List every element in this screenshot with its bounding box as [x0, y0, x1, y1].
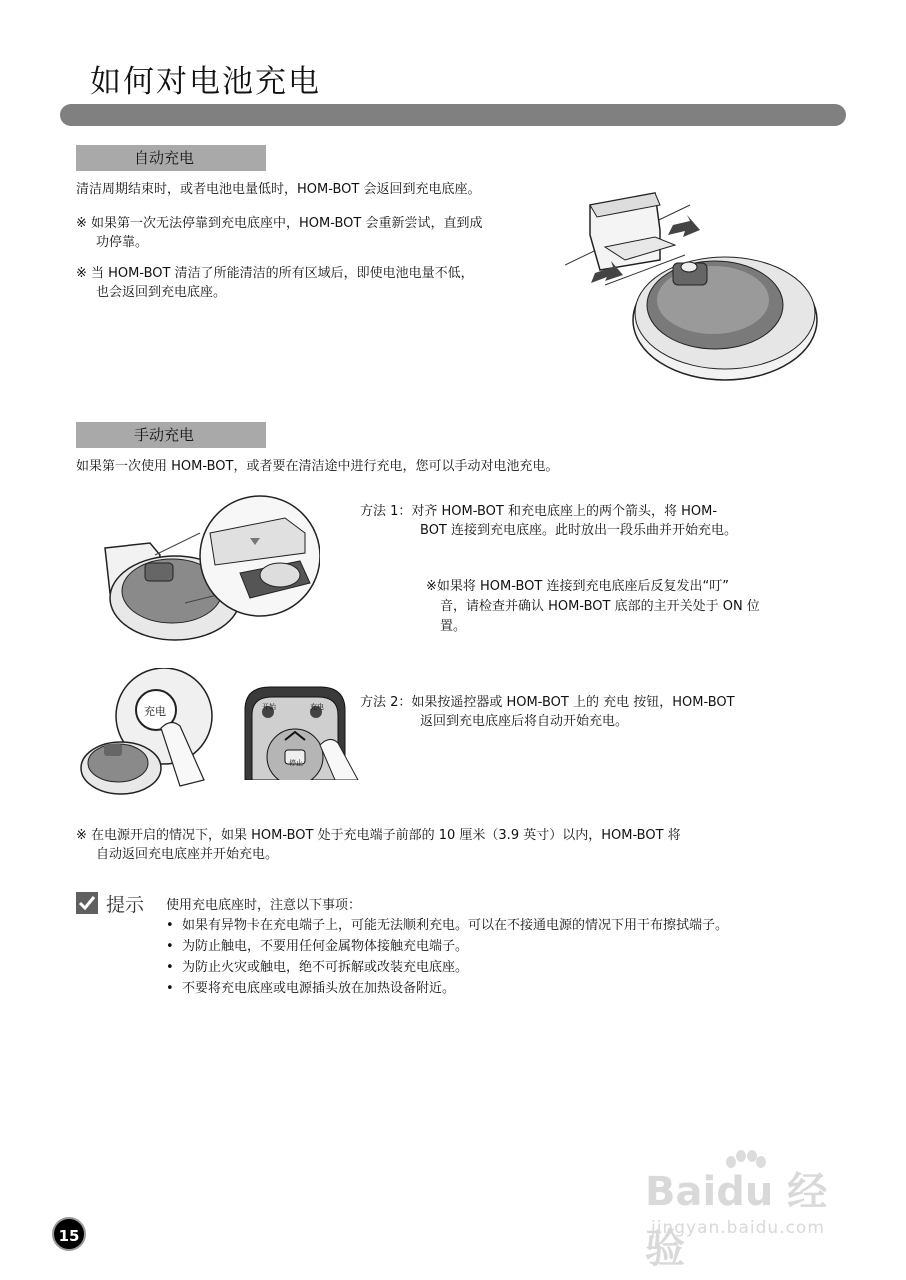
auto-charge-header: 自动充电: [76, 145, 266, 171]
watermark-brand: Baidu 经验: [645, 1169, 828, 1272]
footnote-line-b: 自动返回充电底座并开始充电。: [96, 847, 279, 862]
footnote-line-a: ※ 在电源开启的情况下，如果 HOM-BOT 处于充电端子前部的 10 厘米（3.9 英寸）以内，HOM-BOT 将: [76, 828, 681, 843]
tip-label: 提示: [106, 894, 145, 916]
auto-charge-line1: 清洁周期结束时，或者电池电量低时，HOM-BOT 会返回到充电底座。: [76, 182, 481, 197]
page-title: 如何对电池充电: [90, 64, 321, 100]
watermark-url: jingyan.baidu.com: [651, 1218, 825, 1238]
page-number: 15: [52, 1217, 86, 1251]
auto-note2-line-b: 也会返回到充电底座。: [96, 285, 227, 300]
baidu-watermark: [645, 1150, 855, 1272]
method2-line-b: 返回到充电底座后将自动开始充电。: [420, 714, 629, 729]
method1-line-a: 方法 1：对齐 HOM-BOT 和充电底座上的两个箭头，将 HOM-: [360, 504, 718, 519]
method1-line-b: BOT 连接到充电底座。此时放出一段乐曲并开始充电。: [420, 523, 737, 538]
robot-docking-illustration: [565, 185, 825, 390]
title-bar: [60, 104, 846, 126]
robot-at-dock-illustration: [100, 493, 320, 655]
auto-note2-line-a: ※ 当 HOM-BOT 清洁了所能清洁的所有区域后，即使电池电量不低，: [76, 266, 474, 281]
tip-bullet: • 为防止火灾或触电，绝不可拆解或改装充电底座。: [166, 960, 469, 975]
manual-note-line-b: 音，请检查并确认 HOM-BOT 底部的主开关处于 ON 位: [440, 599, 760, 614]
tip-bullet: • 为防止触电，不要用任何金属物体接触充电端子。: [166, 939, 469, 954]
manual-charge-intro: 如果第一次使用 HOM-BOT，或者要在清洁途中进行充电，您可以手动对电池充电。: [76, 459, 559, 474]
zoom-charge-button-label: 充电: [144, 705, 166, 718]
checkmark-icon: [76, 892, 98, 914]
manual-note-line-c: 置。: [440, 619, 467, 634]
auto-note1-line-a: ※ 如果第一次无法停靠到充电底座中，HOM-BOT 会重新尝试，直到成: [76, 216, 483, 231]
remote-charge-label: 充电: [310, 703, 324, 711]
tip-bullet: • 不要将充电底座或电源插头放在加热设备附近。: [166, 981, 456, 996]
auto-note1-line-b: 功停靠。: [96, 235, 149, 250]
tip-bullet: • 如果有异物卡在充电端子上，可能无法顺利充电。可以在不接通电源的情况下用干布擦拭端子。: [166, 918, 729, 933]
manual-charge-header: 手动充电: [76, 422, 266, 448]
robot-charge-button-illustration: [76, 668, 216, 803]
remote-stop-label: 停止: [289, 759, 303, 767]
tip-intro: 使用充电底座时，注意以下事项：: [166, 898, 362, 913]
method2-line-a: 方法 2：如果按遥控器或 HOM-BOT 上的 充电 按钮，HOM-BOT: [360, 695, 735, 710]
manual-note-line-a: ※如果将 HOM-BOT 连接到充电底座后反复发出“叮”: [426, 579, 729, 594]
remote-start-label: 开始: [262, 703, 276, 711]
